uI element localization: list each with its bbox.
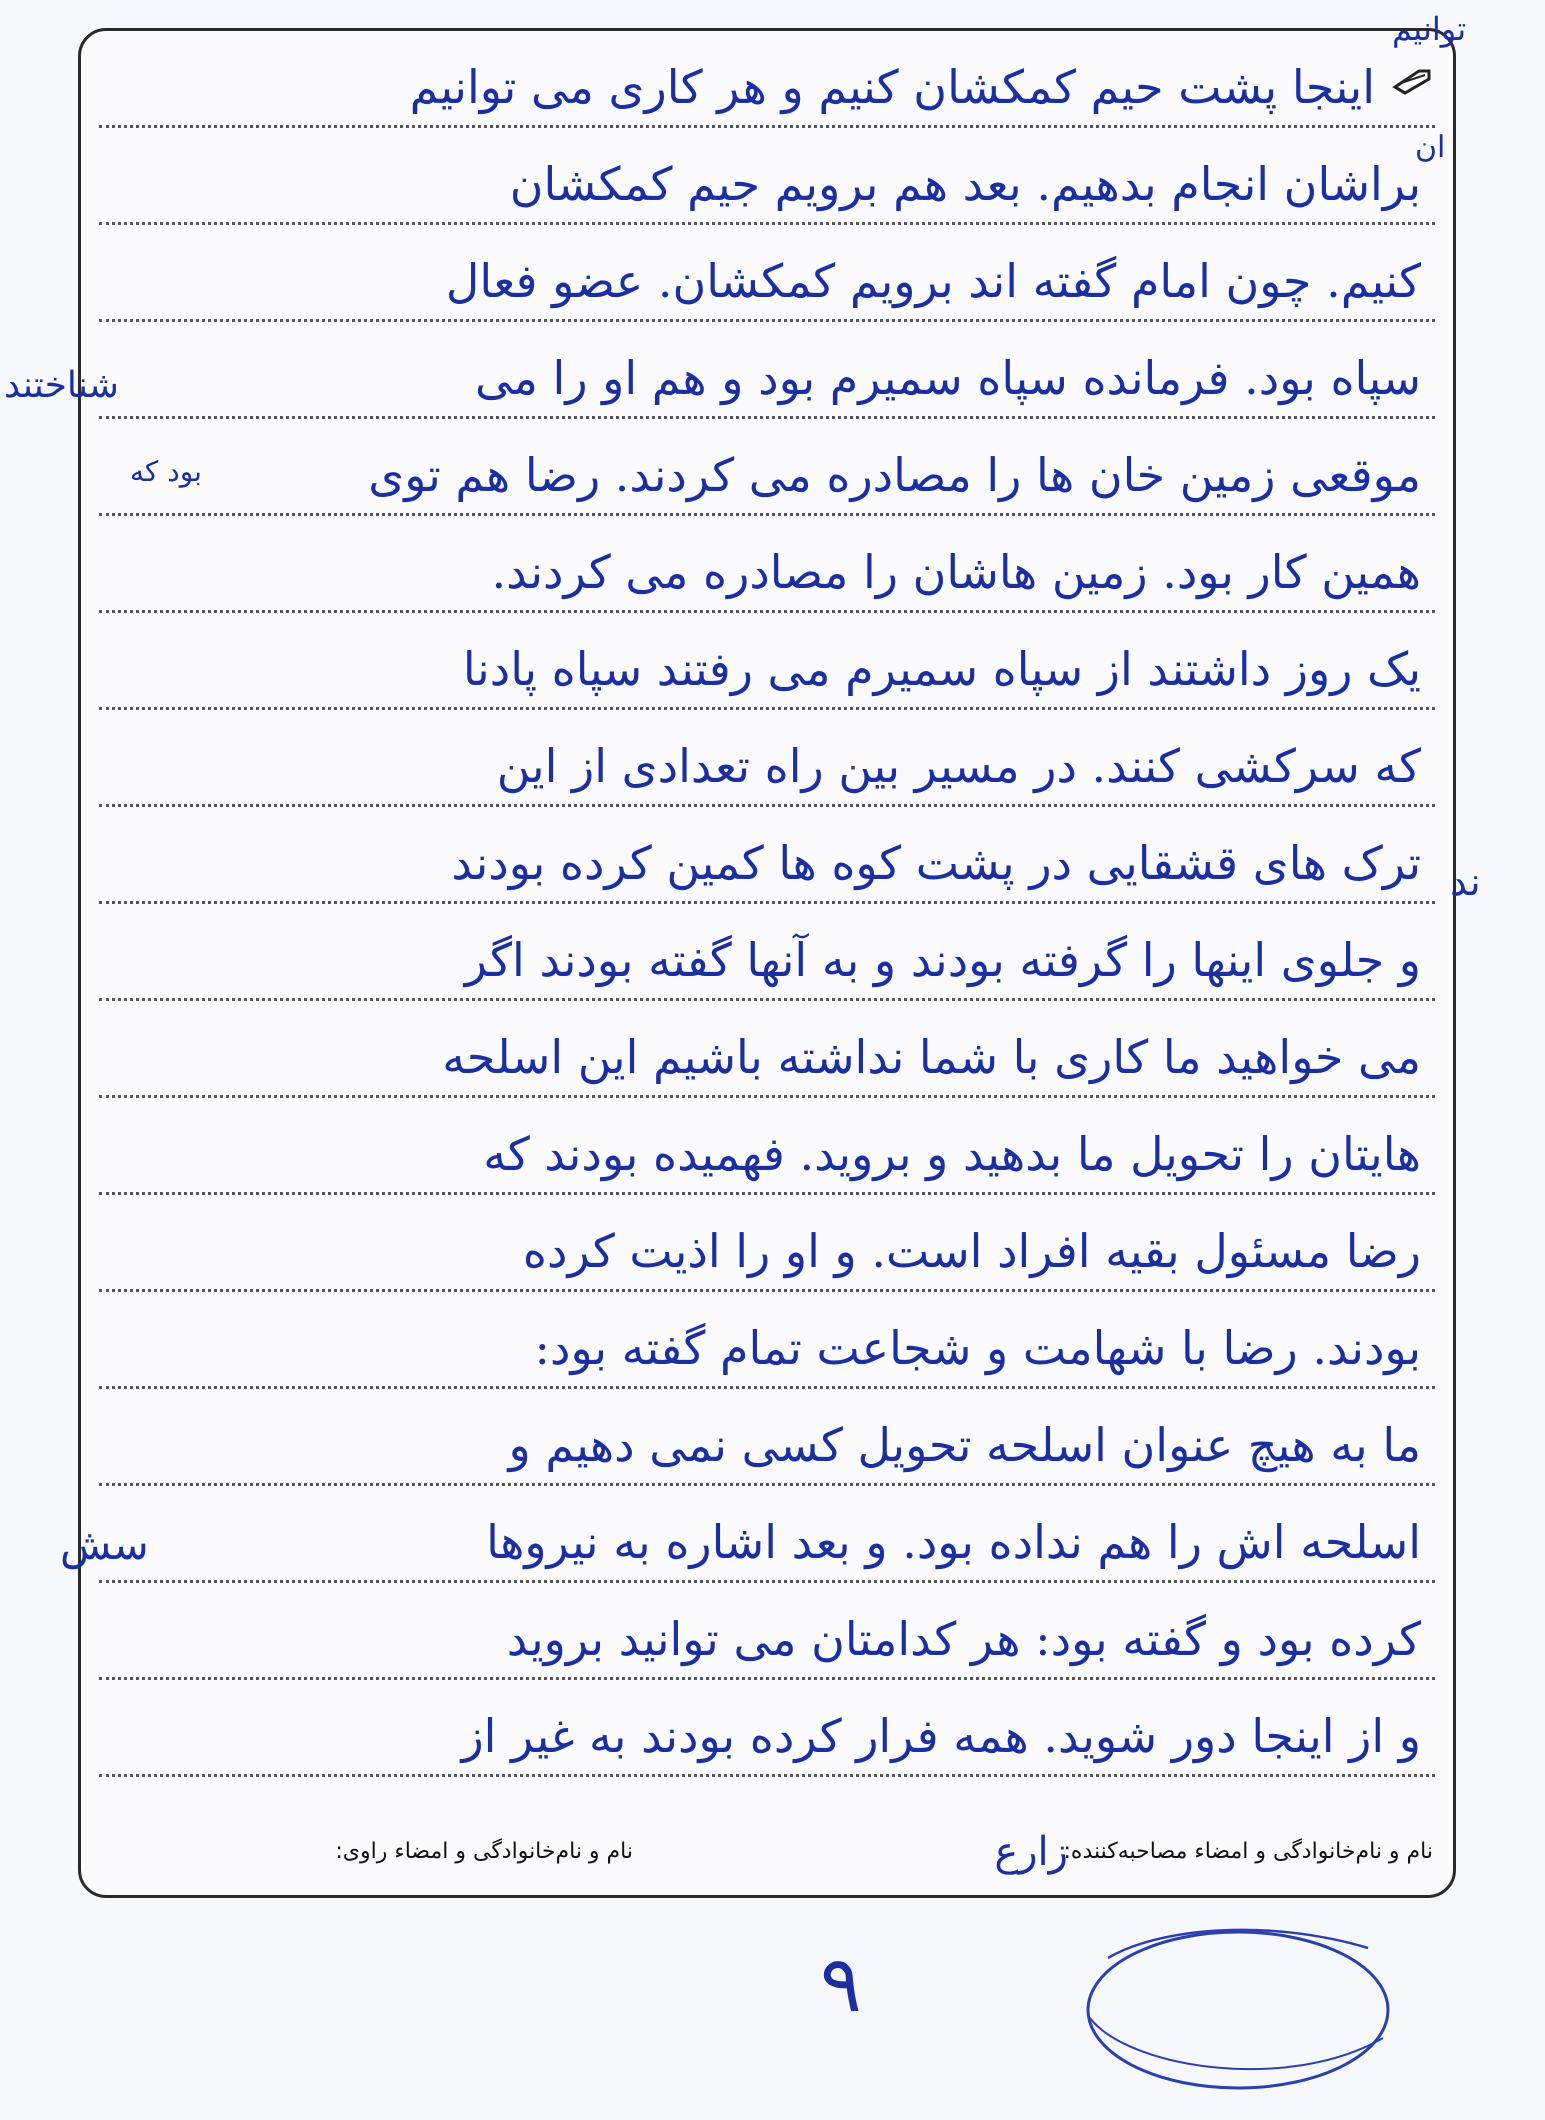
text-line (99, 128, 1435, 225)
margin-note: بود که (130, 455, 202, 488)
line-text: اینجا پشت حیم کمکشان کنیم و هر کاری می توانیم (409, 60, 1375, 114)
handwritten-lines (81, 31, 1453, 1895)
margin-note: ان (1415, 130, 1446, 165)
line-text: کرده بود و گفته بود: هر کدامتان می توانید بروید (506, 1612, 1421, 1666)
line-text: می خواهید ما کاری با شما نداشته باشیم این اسلحه (442, 1030, 1421, 1084)
line-text: یک روز داشتند از سپاه سمیرم می رفتند سپاه پادنا (462, 642, 1421, 696)
text-line (99, 1292, 1435, 1389)
text-line (99, 322, 1435, 419)
interviewer-label: نام و نام‌خانوادگی و امضاء مصاحبه‌کننده: (1063, 1839, 1433, 1864)
text-line (99, 419, 1435, 516)
interview-sheet-frame (78, 28, 1456, 1898)
text-line (99, 1098, 1435, 1195)
text-line (99, 31, 1435, 128)
line-text: براشان انجام بدهیم. بعد هم برویم جیم کمکشان (509, 157, 1421, 211)
text-line (99, 1680, 1435, 1777)
line-text: ترک های قشقایی در پشت کوه ها کمین کرده بودند (451, 836, 1421, 890)
margin-note: سش (60, 1520, 149, 1569)
text-line (99, 613, 1435, 710)
line-text: که سرکشی کنند. در مسیر بین راه تعدادی از این (496, 739, 1421, 793)
line-text: موقعی زمین خان ها را مصادره می کردند. رضا هم توی (368, 448, 1421, 502)
narrator-label: نام و نام‌خانوادگی و امضاء راوی: (335, 1839, 633, 1864)
text-line (99, 904, 1435, 1001)
interviewer-signature: زارع (994, 1829, 1068, 1875)
line-text: و جلوی اینها را گرفته بودند و به آنها گفته بودند اگر (464, 933, 1421, 987)
text-line (99, 1195, 1435, 1292)
text-line (99, 710, 1435, 807)
line-text: رضا مسئول بقیه افراد است. و او را اذیت کرده (522, 1224, 1421, 1278)
line-text: همین کار بود. زمین هاشان را مصادره می کردند. (491, 545, 1421, 599)
line-text: و از اینجا دور شوید. همه فرار کرده بودند به غیر از (461, 1709, 1421, 1763)
signature-footer (101, 1831, 1433, 1881)
line-text: اسلحه اش را هم نداده بود. و بعد اشاره به نیروها (486, 1515, 1421, 1569)
text-line (99, 807, 1435, 904)
text-line (99, 516, 1435, 613)
page-number: ۹ (820, 1940, 862, 2030)
line-text: هایتان را تحویل ما بدهید و بروید. فهمیده بودند که (483, 1127, 1421, 1181)
margin-note: توانیم (1392, 10, 1467, 48)
margin-note: شناختند (4, 365, 119, 406)
line-text: ما به هیچ عنوان اسلحه تحویل کسی نمی دهیم و (508, 1418, 1421, 1472)
margin-note: ند (1450, 860, 1481, 904)
line-text: بودند. رضا با شهامت و شجاعت تمام گفته بود: (534, 1321, 1421, 1375)
text-line (99, 1389, 1435, 1486)
line-text: کنیم. چون امام گفته اند برویم کمکشان. عضو فعال (445, 254, 1421, 308)
text-line (99, 1583, 1435, 1680)
text-line (99, 1486, 1435, 1583)
line-text: سپاه بود. فرمانده سپاه سمیرم بود و هم او را می (474, 351, 1421, 405)
text-line (99, 225, 1435, 322)
signature-scribble (1068, 1918, 1398, 2096)
text-line (99, 1001, 1435, 1098)
